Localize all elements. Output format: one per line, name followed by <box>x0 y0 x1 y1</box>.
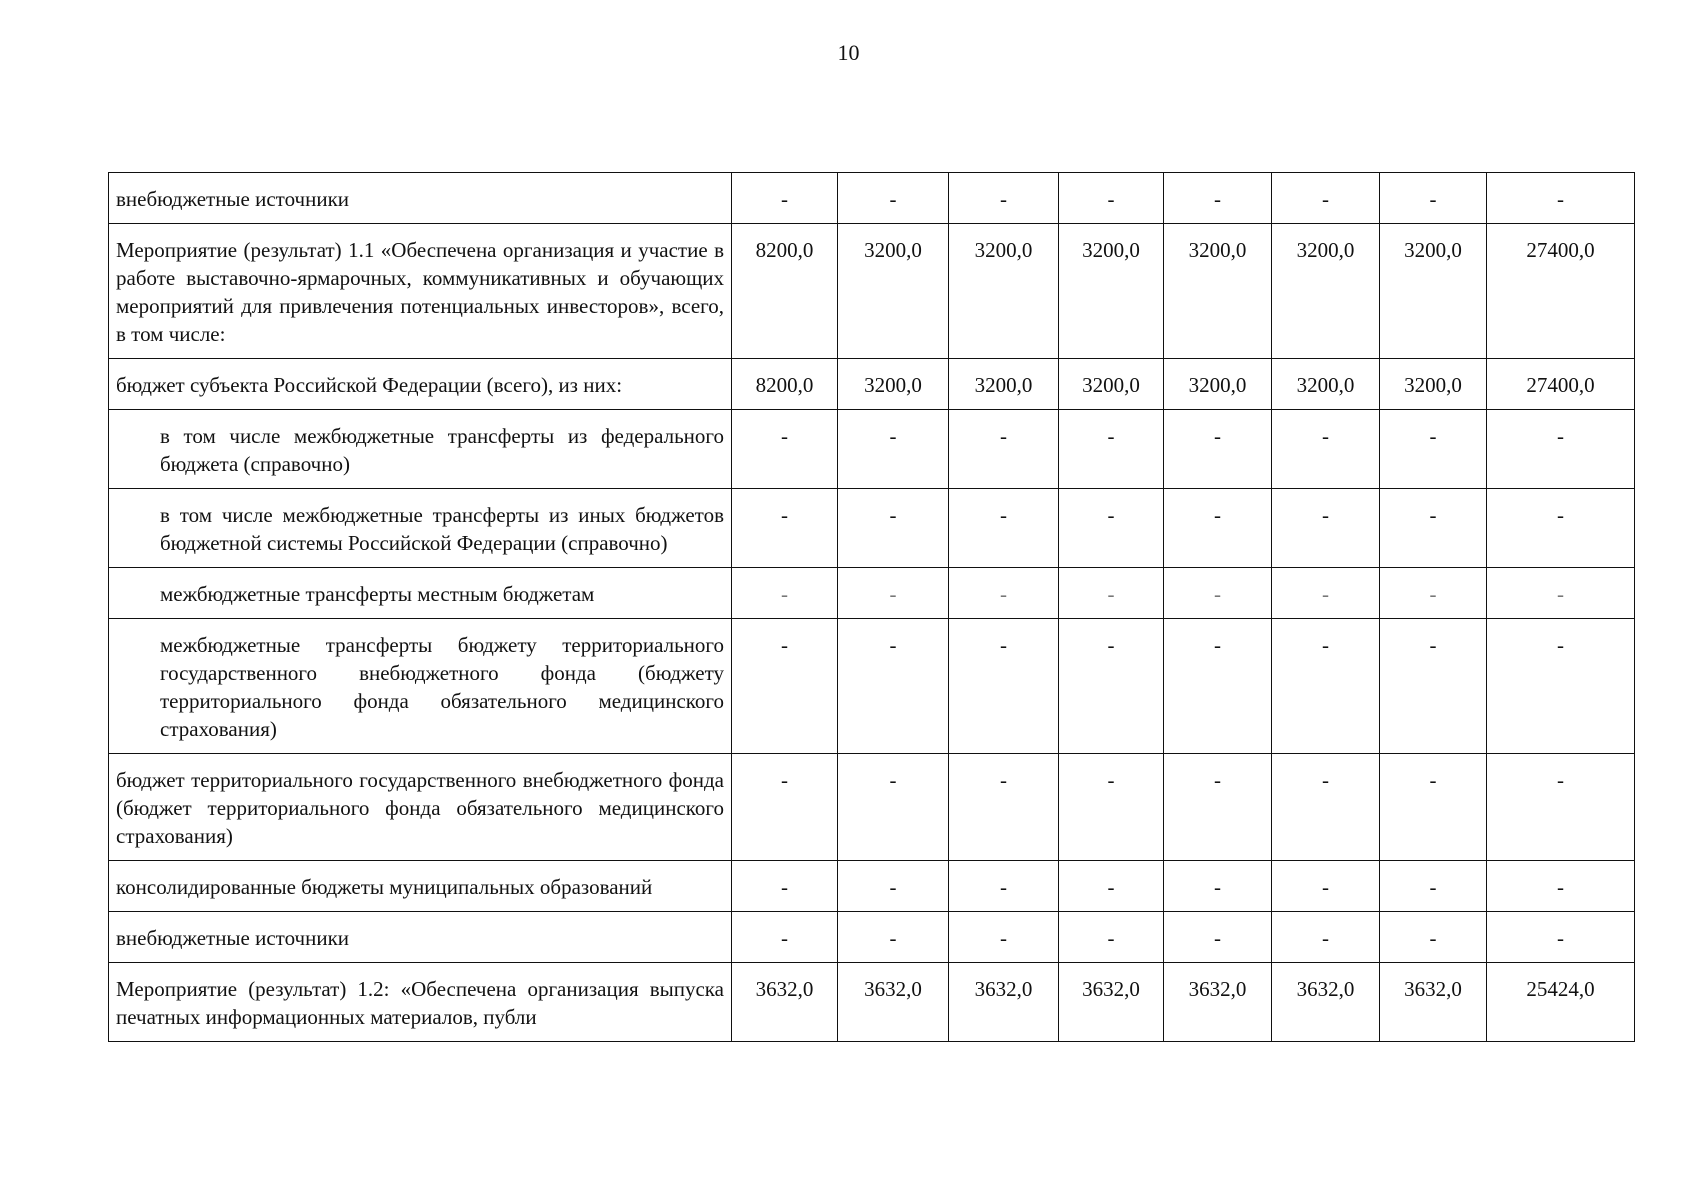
value-cell: 3632,0 <box>949 963 1059 1042</box>
value-cell: - <box>949 173 1059 224</box>
value-cell: - <box>1487 173 1635 224</box>
value-cell: - <box>732 489 838 568</box>
value-cell: - <box>732 173 838 224</box>
value-cell: - <box>1272 912 1380 963</box>
value-cell: - <box>1272 489 1380 568</box>
row-label: межбюджетные трансферты местным бюджетам <box>109 568 732 619</box>
value-cell: 3200,0 <box>949 359 1059 410</box>
value-cell: - <box>838 173 949 224</box>
value-cell: 8200,0 <box>732 359 838 410</box>
value-cell: - <box>732 912 838 963</box>
value-cell: - <box>1059 754 1164 861</box>
value-cell: - <box>1487 619 1635 754</box>
value-cell: - <box>732 619 838 754</box>
row-label: Мероприятие (результат) 1.1 «Обеспечена организация и участие в работе выставочно-ярмарочных, коммуникативных и обучающих мероприятий для привлечения потенциальных инвесторов», всего, в том числе: <box>109 224 732 359</box>
value-cell: - <box>838 754 949 861</box>
value-cell: 3632,0 <box>838 963 949 1042</box>
value-cell: 3632,0 <box>732 963 838 1042</box>
value-cell: - <box>1164 173 1272 224</box>
value-cell: - <box>1272 619 1380 754</box>
value-cell: - <box>732 410 838 489</box>
value-cell: - <box>838 568 949 619</box>
value-cell: 3200,0 <box>838 224 949 359</box>
value-cell: 3200,0 <box>1164 224 1272 359</box>
value-cell: 3200,0 <box>949 224 1059 359</box>
value-cell: - <box>1059 173 1164 224</box>
value-cell: - <box>1164 619 1272 754</box>
row-label: внебюджетные источники <box>109 912 732 963</box>
value-cell: - <box>1059 568 1164 619</box>
value-cell: - <box>732 568 838 619</box>
row-label: в том числе межбюджетные трансферты из федерального бюджета (справочно) <box>109 410 732 489</box>
row-label: бюджет территориального государственного внебюджетного фонда (бюджет территориального фонда обязательного медицинского страхования) <box>109 754 732 861</box>
value-cell: - <box>949 410 1059 489</box>
value-cell: 3200,0 <box>1059 359 1164 410</box>
budget-table <box>108 172 1635 1042</box>
page-number: 10 <box>837 40 860 65</box>
table-row <box>109 410 1635 489</box>
value-cell: 27400,0 <box>1487 359 1635 410</box>
table-row <box>109 568 1635 619</box>
row-label: бюджет субъекта Российской Федерации (всего), из них: <box>109 359 732 410</box>
value-cell: - <box>1059 619 1164 754</box>
value-cell: - <box>1272 410 1380 489</box>
value-cell: - <box>1164 568 1272 619</box>
value-cell: - <box>1487 912 1635 963</box>
value-cell: - <box>949 912 1059 963</box>
value-cell: 3632,0 <box>1059 963 1164 1042</box>
table-row <box>109 963 1635 1042</box>
row-label: Мероприятие (результат) 1.2: «Обеспечена организация выпуска печатных информационных материалов, публи <box>109 963 732 1042</box>
value-cell: 3632,0 <box>1272 963 1380 1042</box>
value-cell: - <box>1487 861 1635 912</box>
value-cell: - <box>1487 489 1635 568</box>
value-cell: - <box>949 861 1059 912</box>
table-row <box>109 861 1635 912</box>
table-row <box>109 173 1635 224</box>
value-cell: - <box>1487 754 1635 861</box>
value-cell: 3632,0 <box>1164 963 1272 1042</box>
value-cell: - <box>1164 410 1272 489</box>
value-cell: - <box>1164 489 1272 568</box>
value-cell: - <box>838 861 949 912</box>
value-cell: - <box>949 568 1059 619</box>
value-cell: - <box>949 489 1059 568</box>
value-cell: - <box>1380 173 1487 224</box>
value-cell: - <box>732 754 838 861</box>
value-cell: 8200,0 <box>732 224 838 359</box>
value-cell: - <box>838 489 949 568</box>
value-cell: - <box>1380 489 1487 568</box>
value-cell: - <box>949 619 1059 754</box>
value-cell: 3200,0 <box>1059 224 1164 359</box>
value-cell: - <box>1380 568 1487 619</box>
table-row <box>109 754 1635 861</box>
value-cell: - <box>1164 754 1272 861</box>
value-cell: - <box>949 754 1059 861</box>
value-cell: 3632,0 <box>1380 963 1487 1042</box>
value-cell: - <box>1272 861 1380 912</box>
row-label: консолидированные бюджеты муниципальных образований <box>109 861 732 912</box>
value-cell: - <box>1487 568 1635 619</box>
table-body <box>109 173 1635 1042</box>
value-cell: - <box>1380 619 1487 754</box>
value-cell: - <box>1272 754 1380 861</box>
value-cell: - <box>838 912 949 963</box>
value-cell: 3200,0 <box>1272 359 1380 410</box>
value-cell: - <box>1380 410 1487 489</box>
row-label: межбюджетные трансферты бюджету территориального государственного внебюджетного фонда (бюджету территориального фонда обязательного медицинского страхования) <box>109 619 732 754</box>
value-cell: - <box>1059 912 1164 963</box>
row-label: в том числе межбюджетные трансферты из иных бюджетов бюджетной системы Российской Федерации (справочно) <box>109 489 732 568</box>
value-cell: - <box>1380 861 1487 912</box>
value-cell: - <box>1059 489 1164 568</box>
table-row <box>109 619 1635 754</box>
value-cell: 27400,0 <box>1487 224 1635 359</box>
value-cell: - <box>1059 861 1164 912</box>
value-cell: 3200,0 <box>1380 224 1487 359</box>
value-cell: - <box>838 619 949 754</box>
value-cell: 3200,0 <box>1164 359 1272 410</box>
value-cell: - <box>838 410 949 489</box>
value-cell: 3200,0 <box>1272 224 1380 359</box>
table-row <box>109 224 1635 359</box>
value-cell: 25424,0 <box>1487 963 1635 1042</box>
value-cell: - <box>1380 912 1487 963</box>
value-cell: - <box>1272 568 1380 619</box>
table-row <box>109 359 1635 410</box>
value-cell: - <box>1059 410 1164 489</box>
value-cell: 3200,0 <box>838 359 949 410</box>
value-cell: - <box>732 861 838 912</box>
table-row <box>109 912 1635 963</box>
value-cell: - <box>1272 173 1380 224</box>
table-row <box>109 489 1635 568</box>
row-label: внебюджетные источники <box>109 173 732 224</box>
value-cell: - <box>1164 861 1272 912</box>
value-cell: - <box>1380 754 1487 861</box>
value-cell: - <box>1487 410 1635 489</box>
value-cell: 3200,0 <box>1380 359 1487 410</box>
value-cell: - <box>1164 912 1272 963</box>
